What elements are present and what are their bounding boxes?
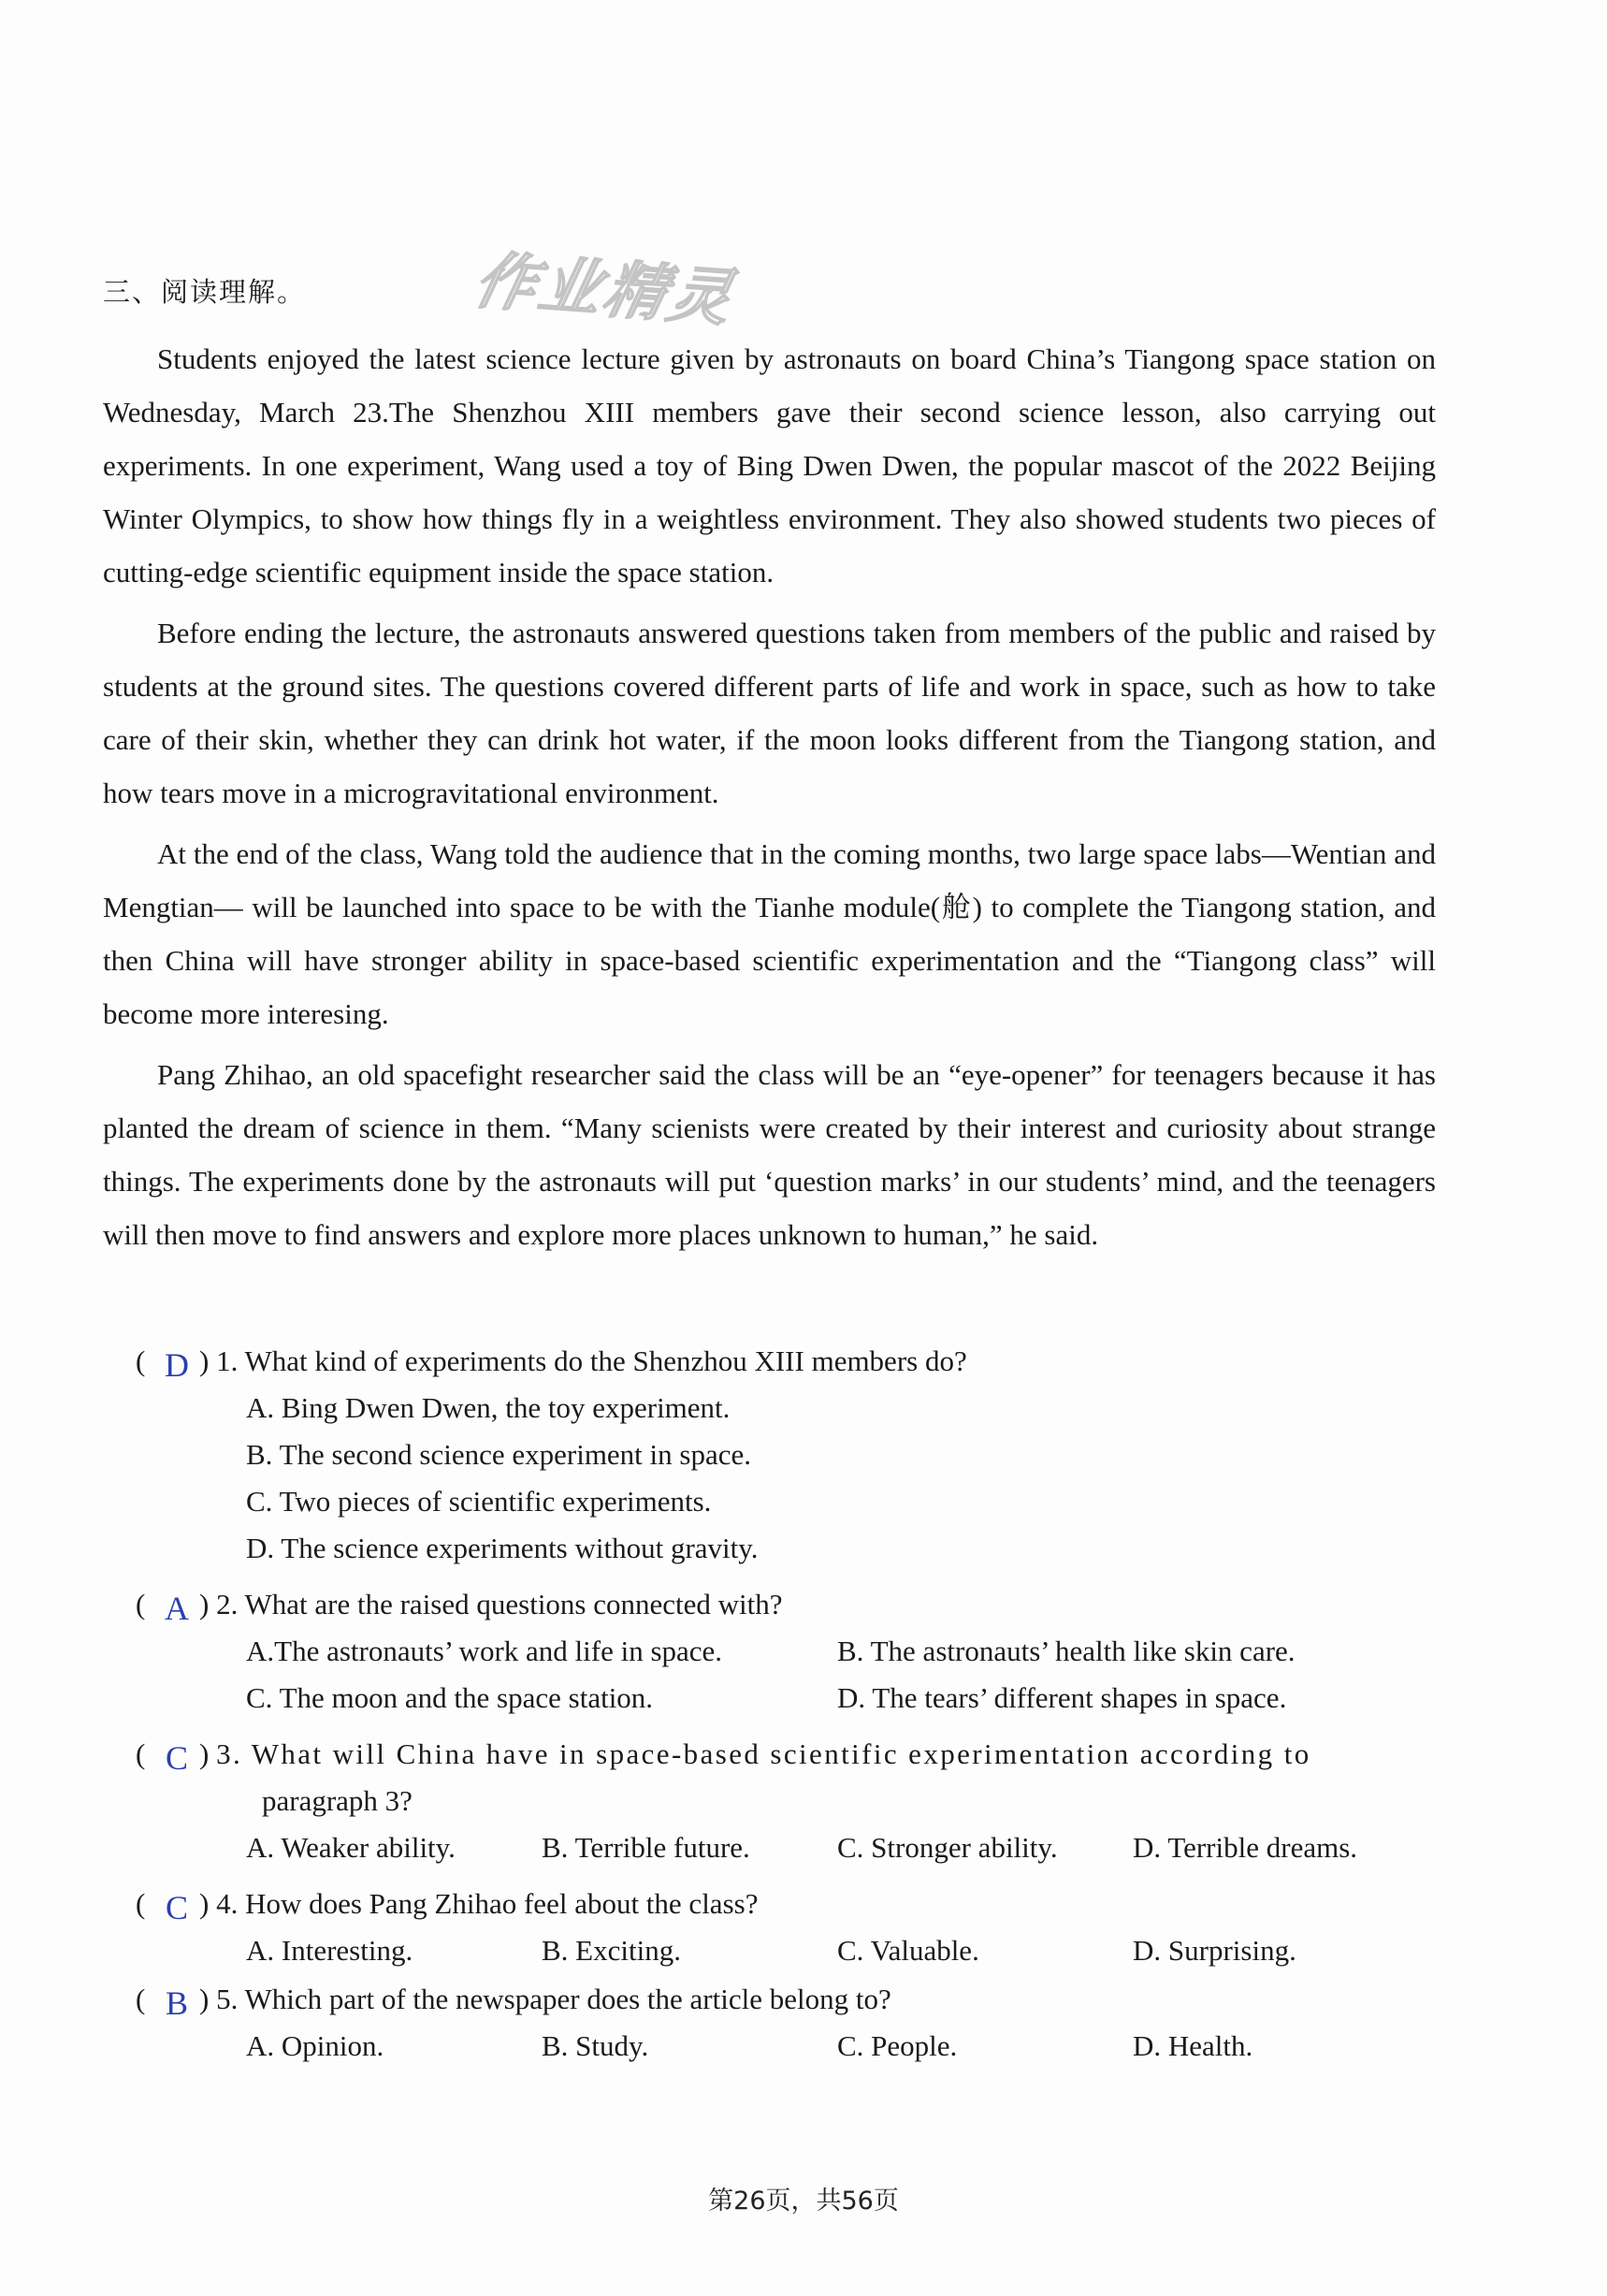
option-d: D. Health.	[1133, 2029, 1253, 2062]
option-d: D. The science experiments without gravity.	[246, 1532, 759, 1564]
question-text: 5. Which part of the newspaper does the article belong to?	[216, 1983, 891, 2015]
option-list	[136, 1385, 1438, 1572]
question-4	[136, 1879, 1438, 1974]
question-3	[136, 1729, 1438, 1871]
close-paren: )	[199, 1737, 217, 1770]
answer-mark: D	[165, 1346, 189, 1384]
option-c: C. The moon and the space station.	[246, 1681, 654, 1714]
option-d: D. Terrible dreams.	[1133, 1831, 1358, 1864]
close-paren: )	[199, 1983, 217, 2015]
open-paren: (	[136, 1344, 146, 1377]
option-c: C. People.	[837, 2029, 958, 2062]
answer-mark: B	[165, 1984, 188, 2022]
option-a: A. Bing Dwen Dwen, the toy experiment.	[246, 1391, 731, 1424]
passage-paragraph-2: Before ending the lecture, the astronauts answered questions taken from members of the public and raised by students at the ground sites. The questions covered different parts of life and work in space, such as how to take care of their skin, whether they can drink hot water, if the moon looks different from the Tiangong station, and how tears move in a microgravitational environment.	[103, 617, 1436, 809]
option-b: B. Terrible future.	[542, 1831, 750, 1864]
option-c: C. Stronger ability.	[837, 1831, 1058, 1864]
option-list	[136, 1824, 1438, 1871]
question-text-continued: paragraph 3?	[262, 1784, 413, 1817]
question-text: 1. What kind of experiments do the Shenzhou XIII members do?	[216, 1344, 967, 1377]
watermark-text: 作业精灵	[468, 244, 743, 335]
option-list	[136, 1927, 1438, 1974]
option-list	[136, 1628, 1438, 1722]
open-paren: (	[136, 1983, 146, 2015]
option-a: A. Interesting.	[246, 1934, 413, 1967]
option-b: B. The second science experiment in space.	[246, 1438, 752, 1471]
option-b: B. Exciting.	[542, 1934, 681, 1967]
option-b: B. Study.	[542, 2029, 649, 2062]
option-d: D. The tears’ different shapes in space.	[837, 1681, 1287, 1714]
question-list	[136, 1336, 1438, 2070]
open-paren: (	[136, 1737, 146, 1770]
open-paren: (	[136, 1588, 146, 1620]
answer-mark: C	[165, 1739, 188, 1777]
passage-paragraph-1: Students enjoyed the latest science lecture given by astronauts on board China’s Tiangong space station on Wednesday, March 23.The Shenzhou XIII members gave their second science lesson, also carrying out experiments. In one experiment, Wang used a toy of Bing Dwen Dwen, the popular mascot of the 2022 Beijing Winter Olympics, to show how things fly in a weightless environment. They also showed students two pieces of cutting-edge scientific equipment inside the space station.	[103, 342, 1436, 589]
option-a: A. Opinion.	[246, 2029, 384, 2062]
question-text: 2. What are the raised questions connected with?	[216, 1588, 783, 1620]
passage-paragraph-4: Pang Zhihao, an old spacefight researcher said the class will be an “eye-opener” for teenagers because it has planted the dream of science in them. “Many scienists were created by their interest and curiosity about strange things. The experiments done by the astronauts will put ‘question marks’ in our students’ mind, and the teenagers will then move to find answers and explore more places unknown to human,” he said.	[103, 1058, 1436, 1251]
question-2	[136, 1579, 1438, 1722]
passage-paragraph-3: At the end of the class, Wang told the audience that in the coming months, two large space labs—Wentian and Mengtian— will be launched into space to be with the Tianhe module(舱) to complete the Tiangong station, and then China will have stronger ability in space-based scientific experimentation and the “Tiangong class” will become more interesing.	[103, 837, 1436, 1030]
question-5	[136, 1974, 1438, 2070]
option-d: D. Surprising.	[1133, 1934, 1296, 1967]
question-text: 3. What will China have in space-based scientific experimentation according to	[216, 1737, 1311, 1770]
option-list	[136, 2023, 1438, 2070]
answer-mark: A	[165, 1590, 189, 1627]
question-1	[136, 1336, 1438, 1572]
option-b: B. The astronauts’ health like skin care.	[837, 1635, 1296, 1667]
question-text: 4. How does Pang Zhihao feel about the class?	[216, 1887, 759, 1920]
close-paren: )	[199, 1887, 217, 1920]
answer-mark: C	[165, 1889, 188, 1926]
option-c: C. Valuable.	[837, 1934, 979, 1967]
close-paren: )	[199, 1588, 217, 1620]
reading-passage	[103, 332, 1436, 1269]
option-c: C. Two pieces of scientific experiments.	[246, 1485, 712, 1518]
option-a: A.The astronauts’ work and life in space.	[246, 1635, 723, 1667]
open-paren: (	[136, 1887, 146, 1920]
page-number: 第26页，共56页	[708, 2187, 899, 2216]
close-paren: )	[199, 1344, 217, 1377]
option-a: A. Weaker ability.	[246, 1831, 456, 1864]
section-title: 三、阅读理解。	[103, 276, 307, 308]
